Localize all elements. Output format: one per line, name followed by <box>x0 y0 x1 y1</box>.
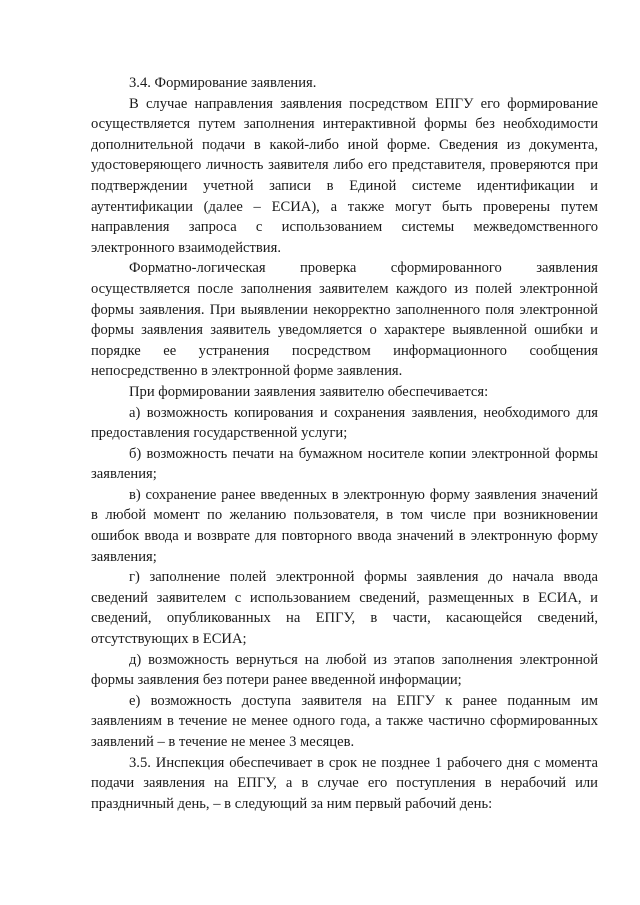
document-body <box>91 73 598 814</box>
paragraph-format-check: Форматно-логическая проверка сформированного заявления осуществляется после заполнения заявителем каждого из полей электронной формы заявления. При выявлении некорректно заполненного поля электронной формы заявления заявитель уведомляется о характере выявленной ошибки и порядке ее устранения посредством информационного сообщения непосредственно в электронной форме заявления. <box>91 260 598 380</box>
list-item-b: б) возможность печати на бумажном носителе копии электронной формы заявления; <box>91 445 598 483</box>
list-item-g: г) заполнение полей электронной формы заявления до начала ввода сведений заявителем с использованием сведений, размещенных в ЕСИА, и сведений, опубликованных на ЕПГУ, в части, касающейся сведений, отсутствующих в ЕСИА; <box>91 569 598 648</box>
section-heading-3-4: 3.4. Формирование заявления. <box>129 75 317 91</box>
list-item-a: а) возможность копирования и сохранения заявления, необходимого для предоставления государственной услуги; <box>91 404 598 442</box>
paragraph-epgu-formation: В случае направления заявления посредством ЕПГУ его формирование осуществляется путем заполнения интерактивной формы без необходимости дополнительной подачи в какой-либо иной форме. Сведения из документа, удостоверяющего личность заявителя либо его представителя, проверяются при подтверждении учетной записи в Единой системе идентификации и аутентификации (далее – ЕСИА), а также могут быть проверены путем направления запроса с использованием системы межведомственного электронного взаимодействия. <box>91 95 598 256</box>
list-item-v: в) сохранение ранее введенных в электронную форму заявления значений в любой момент по желанию пользователя, в том числе при возникновении ошибок ввода и возврате для повторного ввода значений в электронную форму заявления; <box>91 486 598 565</box>
paragraph-provided-list-intro: При формировании заявления заявителю обеспечивается: <box>129 383 489 400</box>
list-item-d: д) возможность вернуться на любой из этапов заполнения электронной формы заявления без потери ранее введенной информации; <box>91 651 598 689</box>
section-3-5-paragraph: 3.5. Инспекция обеспечивает в срок не позднее 1 рабочего дня с момента подачи заявления на ЕПГУ, а в случае его поступления в нерабочий или праздничный день, – в следующий за ним первый рабочий день: <box>91 754 598 812</box>
list-item-e: е) возможность доступа заявителя на ЕПГУ к ранее поданным им заявлениям в течение не менее одного года, а также частично сформированных заявлений – в течение не менее 3 месяцев. <box>91 692 598 750</box>
